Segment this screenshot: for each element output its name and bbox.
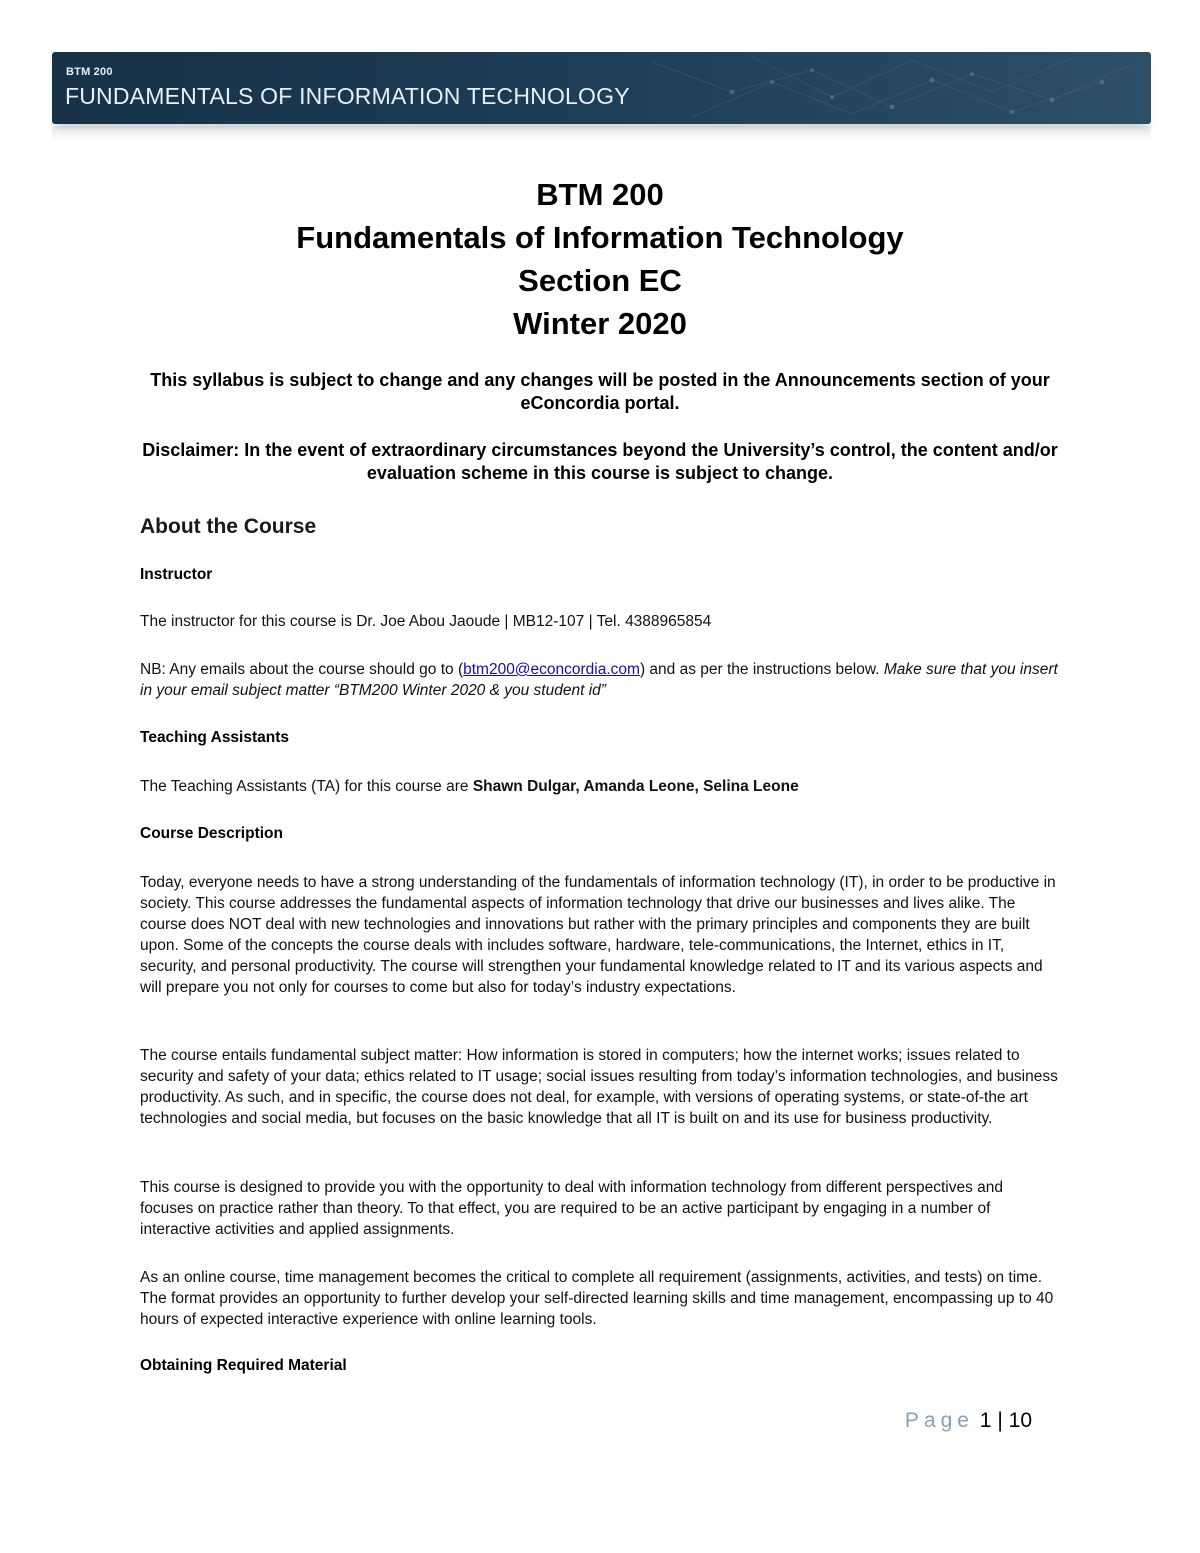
- required-material-heading: Obtaining Required Material: [140, 1357, 347, 1374]
- teaching-assistants-info: [140, 776, 1060, 797]
- course-banner: [52, 52, 1151, 124]
- email-text-before: NB: Any emails about the course should go to (: [140, 661, 464, 678]
- banner-course-code: BTM 200: [66, 66, 113, 78]
- total-pages: 10: [1008, 1409, 1032, 1432]
- ta-names: Shawn Dulgar, Amanda Leone, Selina Leone: [472, 778, 799, 795]
- email-link[interactable]: btm200@econcordia.com: [463, 661, 640, 678]
- email-subject-instructions: Make sure that you insert in your email subject matter “BTM200 Winter 2020 & you student id”: [140, 661, 1058, 699]
- document-title-block: [0, 173, 1200, 345]
- term-title: Winter 2020: [513, 306, 687, 341]
- page-number: 1: [979, 1409, 992, 1432]
- email-instructions: [140, 659, 1060, 701]
- teaching-assistants-heading: Teaching Assistants: [140, 729, 290, 746]
- description-paragraph-1: Today, everyone needs to have a strong understanding of the fundamentals of information technology (IT), in order to be productive in society. This course addresses the fundamental aspects of information technology that drive our businesses and lives alike. The course does NOT deal with new technologies and innovations but rather with the primary principles and components they are built upon. Some of the concepts the course deals with includes software, hardware, tele-communications, the Internet, ethics in IT, security, and personal productivity. The course will strengthen your fundamental knowledge related to IT and its various aspects and will prepare you not only for courses to come but also for today’s industry expectations.: [140, 874, 1056, 996]
- course-code-title: BTM 200: [536, 177, 664, 212]
- description-paragraph-2: The course entails fundamental subject matter: How information is stored in computers; how the internet works; issues related to security and safety of your data; ethics related to IT usage; social issues resulting from today’s information technologies, and business productivity. As such, and in specific, the course does not deal, for example, with versions of operating systems, or state-of-the art technologies and social media, but focuses on the basic knowledge that all IT is built on and its use for business productivity.: [140, 1047, 1058, 1127]
- disclaimer-notice: Disclaimer: In the event of extraordinary circumstances beyond the University’s control, the content and/or evaluation scheme in this course is subject to change.: [142, 440, 1058, 483]
- email-text-after: ) and as per the instructions below.: [639, 661, 884, 678]
- banner-reflection: [52, 126, 1151, 142]
- description-paragraph-3: This course is designed to provide you with the opportunity to deal with information technology from different perspectives and focuses on practice rather than theory. To that effect, you are required to be an active participant by engaging in a number of interactive activities and applied assignments.: [140, 1179, 1004, 1238]
- page-label: Page: [904, 1409, 974, 1432]
- section-title: Section EC: [518, 263, 682, 298]
- page-separator: |: [997, 1409, 1003, 1432]
- ta-text: The Teaching Assistants (TA) for this course are: [140, 778, 473, 795]
- syllabus-notice: This syllabus is subject to change and any changes will be posted in the Announcements section of your eConcordia portal.: [150, 370, 1050, 413]
- course-description-heading: Course Description: [140, 825, 283, 842]
- page-footer: [905, 1409, 1032, 1433]
- description-paragraph-4: As an online course, time management becomes the critical to complete all requirement (assignments, activities, and tests) on time. The format provides an opportunity to further develop your self-directed learning skills and time management, encompassing up to 40 hours of expected interactive experience with online learning tools.: [140, 1269, 1054, 1328]
- instructor-heading: Instructor: [140, 566, 213, 583]
- instructor-info: The instructor for this course is Dr. Joe Abou Jaoude | MB12-107 | Tel. 4388965854: [140, 613, 712, 630]
- banner-course-title: FUNDAMENTALS OF INFORMATION TECHNOLOGY: [65, 83, 630, 109]
- course-name-title: Fundamentals of Information Technology: [296, 220, 904, 255]
- about-course-heading: About the Course: [140, 515, 317, 538]
